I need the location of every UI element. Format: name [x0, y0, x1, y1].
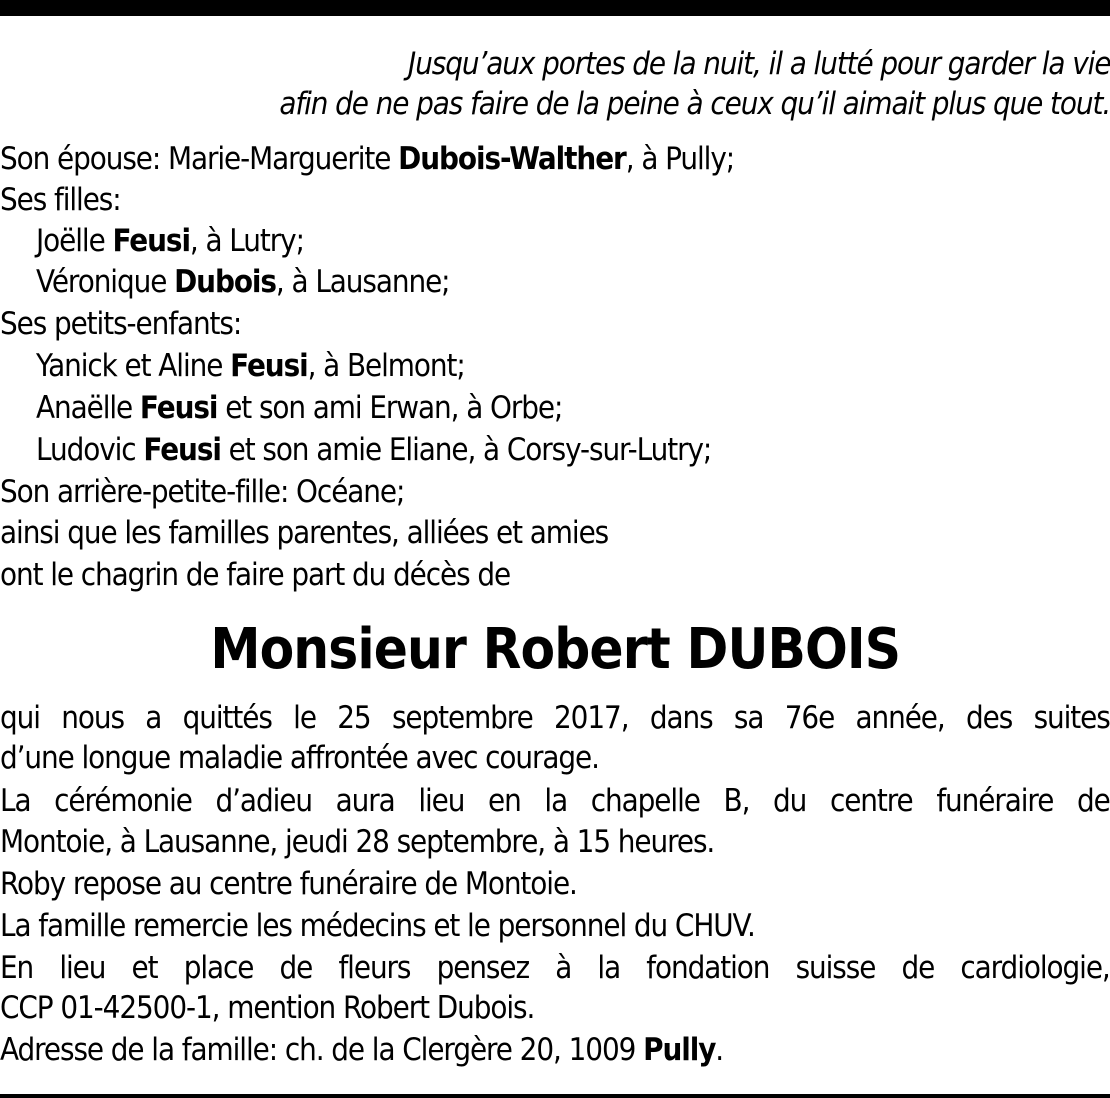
body-line: Roby repose au centre funéraire de Montoie.: [0, 866, 577, 902]
announcement-line: ont le chagrin de faire part du décès de: [0, 557, 511, 593]
body-line: CCP 01-42500-1, mention Robert Dubois.: [0, 990, 535, 1026]
relatives-line: ainsi que les familles parentes, alliées et amies: [0, 515, 609, 551]
grandchild-line: Ludovic Feusi et son amie Eliane, à Corsy-sur-Lutry;: [36, 432, 712, 468]
body-line: La cérémonie d’adieu aura lieu en la chapelle B, du centre funéraire de: [0, 783, 1110, 819]
body-line: Montoie, à Lausanne, jeudi 28 septembre, à 15 heures.: [0, 824, 715, 860]
top-rule: [0, 0, 1110, 16]
great-grandchild-line: Son arrière-petite-fille: Océane;: [0, 474, 405, 510]
body-line: qui nous a quittés le 25 septembre 2017, dans sa 76e année, des suites: [0, 700, 1110, 736]
bottom-rule: [0, 1094, 1110, 1098]
epigraph-line-2: afin de ne pas faire de la peine à ceux qu’il aimait plus que tout.: [279, 86, 1110, 122]
spouse-surname: Dubois-Walther: [398, 141, 626, 177]
deceased-name: Monsieur Robert DUBOIS: [210, 617, 900, 682]
address-town: Pully: [643, 1032, 716, 1068]
grandchild-line: Yanick et Aline Feusi, à Belmont;: [36, 348, 465, 384]
body-line: En lieu et place de fleurs pensez à la fondation suisse de cardiologie,: [0, 950, 1110, 986]
address-line: Adresse de la famille: ch. de la Clergère 20, 1009 Pully.: [0, 1032, 724, 1068]
daughter-line: Joëlle Feusi, à Lutry;: [36, 223, 304, 259]
grandchildren-heading: Ses petits-enfants:: [0, 306, 242, 342]
spouse-line: Son épouse: Marie-Marguerite Dubois-Walther, à Pully;: [0, 141, 735, 177]
body-line: La famille remercie les médecins et le personnel du CHUV.: [0, 908, 755, 944]
body-line: d’une longue maladie affrontée avec courage.: [0, 740, 599, 776]
epigraph-line-1: Jusqu’aux portes de la nuit, il a lutté pour garder la vie: [407, 46, 1110, 82]
daughters-heading: Ses filles:: [0, 182, 121, 218]
daughter-line: Véronique Dubois, à Lausanne;: [36, 264, 450, 300]
grandchild-line: Anaëlle Feusi et son ami Erwan, à Orbe;: [36, 390, 563, 426]
